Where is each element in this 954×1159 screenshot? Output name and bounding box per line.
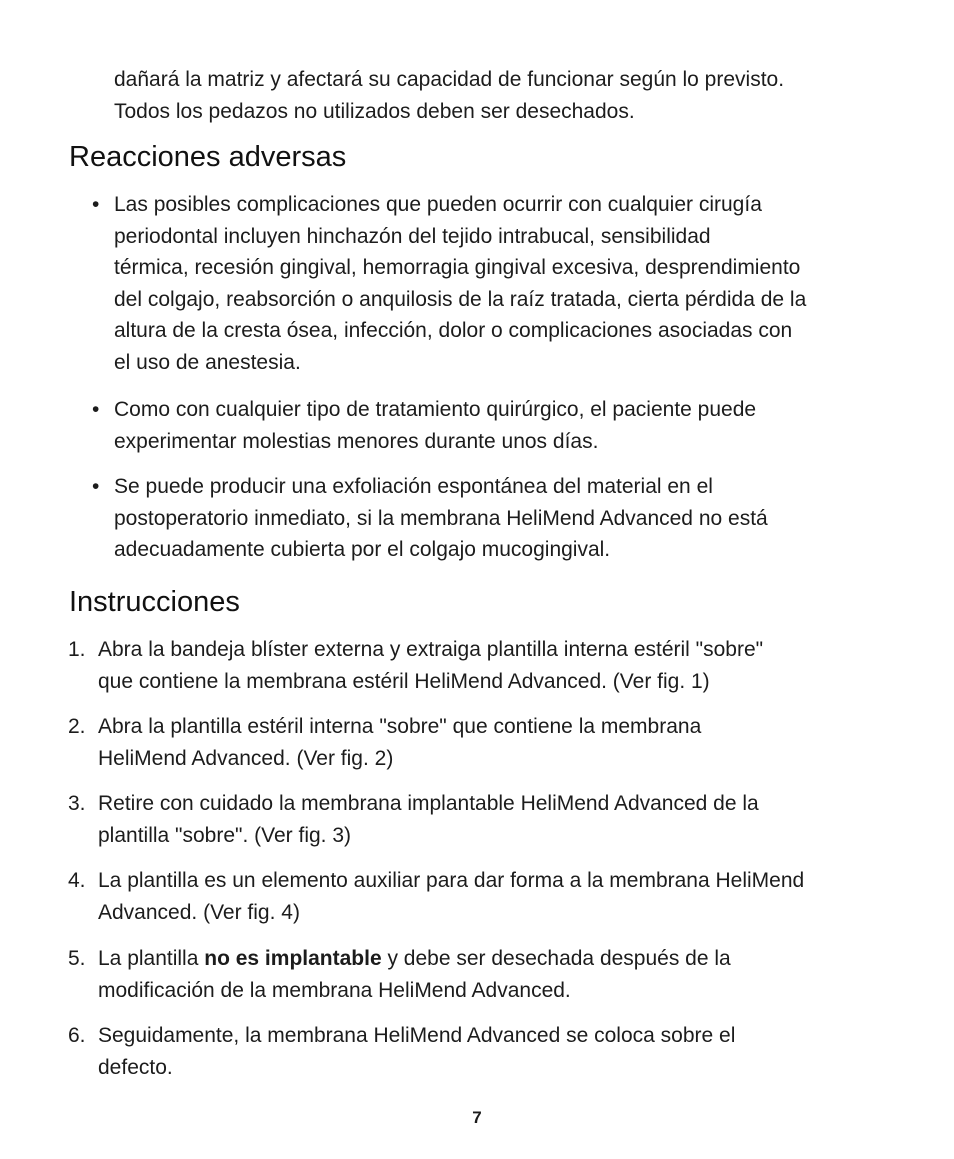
heading-reacciones-adversas: Reacciones adversas bbox=[69, 141, 347, 173]
step-line: modificación de la membrana HeliMend Advanced. bbox=[98, 978, 571, 1002]
step-number: 3. bbox=[68, 792, 86, 815]
bullet-icon: • bbox=[92, 398, 100, 421]
list-item-line: adecuadamente cubierta por el colgajo mucogingival. bbox=[114, 538, 611, 561]
list-item-line: del colgajo, reabsorción o anquilosis de la raíz tratada, cierta pérdida de la bbox=[114, 287, 807, 311]
list-item-line: Se puede producir una exfoliación espontánea del material en el bbox=[114, 475, 713, 498]
list-item-line: postoperatorio inmediato, si la membrana HeliMend Advanced no está bbox=[114, 506, 768, 530]
list-item bbox=[92, 471, 904, 566]
step-line-end: y debe ser desechada después de la bbox=[381, 947, 731, 970]
step-line: que contiene la membrana estéril HeliMend Advanced. (Ver fig. 1) bbox=[98, 669, 710, 693]
step-number: 6. bbox=[68, 1024, 86, 1047]
list-item bbox=[68, 788, 898, 851]
step-line: Abra la plantilla estéril interna "sobre" que contiene la membrana bbox=[98, 715, 702, 738]
step-line: HeliMend Advanced. (Ver fig. 2) bbox=[98, 746, 394, 770]
bullet-icon: • bbox=[92, 193, 100, 216]
step-line: defecto. bbox=[98, 1055, 173, 1079]
list-item-line: altura de la cresta ósea, infección, dolor o complicaciones asociadas con bbox=[114, 319, 793, 342]
bullet-icon: • bbox=[92, 475, 100, 498]
step-line: Advanced. (Ver fig. 4) bbox=[98, 900, 300, 924]
step-line: Retire con cuidado la membrana implantable HeliMend Advanced de la bbox=[98, 792, 759, 815]
list-item-line: Como con cualquier tipo de tratamiento quirúrgico, el paciente puede bbox=[114, 398, 757, 421]
instructions-list bbox=[68, 634, 898, 697]
instructions-list bbox=[68, 943, 898, 1006]
instructions-list bbox=[68, 788, 898, 851]
step-number: 1. bbox=[68, 638, 86, 661]
adverse-reactions-list bbox=[92, 394, 904, 457]
emphasis-not-implantable: no es implantable bbox=[204, 947, 382, 970]
instructions-list bbox=[68, 865, 898, 928]
list-item bbox=[68, 1020, 898, 1083]
list-item-line: experimentar molestias menores durante unos días. bbox=[114, 429, 599, 453]
list-item-line: el uso de anestesia. bbox=[114, 350, 301, 374]
step-line-start: La plantilla bbox=[98, 947, 205, 970]
intro-paragraph bbox=[114, 64, 904, 127]
intro-line-2: Todos los pedazos no utilizados deben ser desechados. bbox=[114, 99, 635, 123]
list-item bbox=[68, 865, 898, 928]
step-line: La plantilla es un elemento auxiliar para dar forma a la membrana HeliMend bbox=[98, 869, 805, 892]
list-item-line: térmica, recesión gingival, hemorragia gingival excesiva, desprendimiento bbox=[114, 256, 801, 279]
intro-line-1: dañará la matriz y afectará su capacidad de funcionar según lo previsto. bbox=[114, 68, 785, 91]
list-item-line: periodontal incluyen hinchazón del tejido intrabucal, sensibilidad bbox=[114, 224, 711, 248]
list-item bbox=[92, 189, 904, 378]
list-item-line: Las posibles complicaciones que pueden ocurrir con cualquier cirugía bbox=[114, 193, 762, 216]
adverse-reactions-list bbox=[92, 471, 904, 566]
instructions-list bbox=[68, 711, 898, 774]
list-item bbox=[68, 634, 898, 697]
list-item bbox=[68, 711, 898, 774]
step-number: 2. bbox=[68, 715, 86, 738]
page-number: 7 bbox=[472, 1108, 482, 1127]
step-number: 5. bbox=[68, 947, 86, 970]
step-line: Seguidamente, la membrana HeliMend Advanced se coloca sobre el bbox=[98, 1024, 736, 1047]
step-line: plantilla "sobre". (Ver fig. 3) bbox=[98, 823, 352, 847]
heading-instrucciones: Instrucciones bbox=[69, 586, 240, 618]
step-number: 4. bbox=[68, 869, 86, 892]
instructions-list bbox=[68, 1020, 898, 1083]
step-line: Abra la bandeja blíster externa y extraiga plantilla interna estéril "sobre" bbox=[98, 638, 764, 661]
list-item bbox=[92, 394, 904, 457]
adverse-reactions-list bbox=[92, 189, 904, 378]
list-item bbox=[68, 943, 898, 1006]
